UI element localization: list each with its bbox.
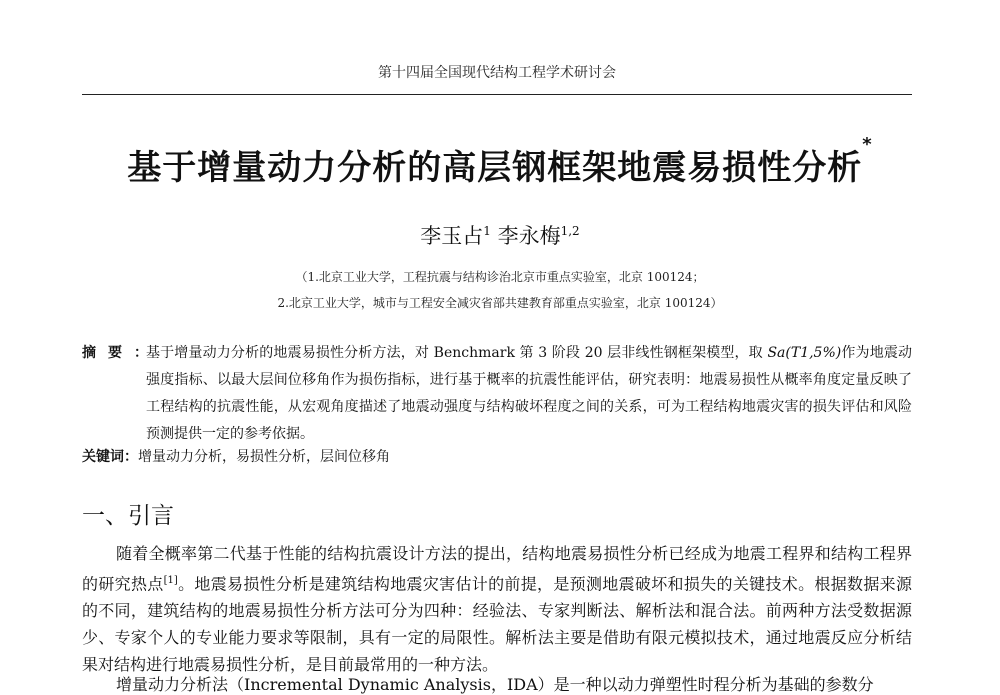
- keywords-label: 关键词：: [82, 449, 138, 465]
- cut-off-line: 增量动力分析法（Incremental Dynamic Analysis，IDA）是一种以动力弹塑性时程分析为基础的参数分: [116, 675, 874, 694]
- intro-paragraph: [82, 540, 912, 678]
- running-head: 第十四届全国现代结构工程学术研讨会: [378, 65, 616, 81]
- keywords-line: [82, 446, 912, 466]
- abstract-formula: Sa(T1,5%): [767, 345, 842, 361]
- header-divider: [82, 94, 912, 95]
- title-footnote-mark: *: [862, 134, 873, 155]
- keywords-text: 增量动力分析，易损性分析，层间位移角: [138, 449, 390, 465]
- author-2: 李永梅: [497, 224, 561, 248]
- abstract-block: [82, 340, 912, 448]
- affiliation-1: （1.北京工业大学，工程抗震与结构诊治北京市重点实验室，北京 100124；: [295, 270, 705, 284]
- paper-title: [60, 134, 940, 189]
- citation-ref: [1]: [163, 575, 178, 586]
- author-line: [0, 220, 1000, 250]
- abstract-text-2: 作为地震动强度指标、以最大层间位移角作为损伤指标，进行基于概率的抗震性能评估，研究表明：地震易损性从概率角度定量反映了工程结构的抗震性能，从宏观角度描述了地震动强度与结构破坏程度之间的关系，可为工程结构地震灾害的损失评估和风险预测提供一定的参考依据。: [146, 345, 913, 442]
- abstract-body: [146, 340, 912, 448]
- section-heading: 一、引言: [82, 503, 174, 529]
- abstract-label: 摘要：: [82, 345, 160, 361]
- affiliation-2: 2.北京工业大学，城市与工程安全减灾省部共建教育部重点实验室，北京 100124）: [277, 296, 723, 310]
- paper-title-text: 基于增量动力分析的高层钢框架地震易损性分析: [127, 148, 863, 188]
- intro-text-2: 。地震易损性分析是建筑结构地震灾害估计的前提，是预测地震破坏和损失的关键技术。根据数据来源的不同，建筑结构的地震易损性分析方法可分为四种：经验法、专家判断法、解析法和混合法。前两种方法受数据源少、专家个人的专业能力要求等限制，具有一定的局限性。解析法主要是借助有限元模拟技术，通过地震反应分析结果对结构进行地震易损性分析，是目前最常用的一种方法。: [82, 574, 912, 675]
- author-2-affil: 1,2: [560, 224, 580, 238]
- author-1-affil: 1: [483, 224, 491, 238]
- intro-text-1: 随着全概率第二代基于性能的结构抗震设计方法的提出，结构地震易损性分析已经成为地震工程界和结构工程界的研究热点: [82, 544, 912, 594]
- author-1: 李玉占: [420, 224, 484, 248]
- abstract-text-1: 基于增量动力分析的地震易损性分析方法，对 Benchmark 第 3 阶段 20 层非线性钢框架模型，取: [146, 345, 768, 361]
